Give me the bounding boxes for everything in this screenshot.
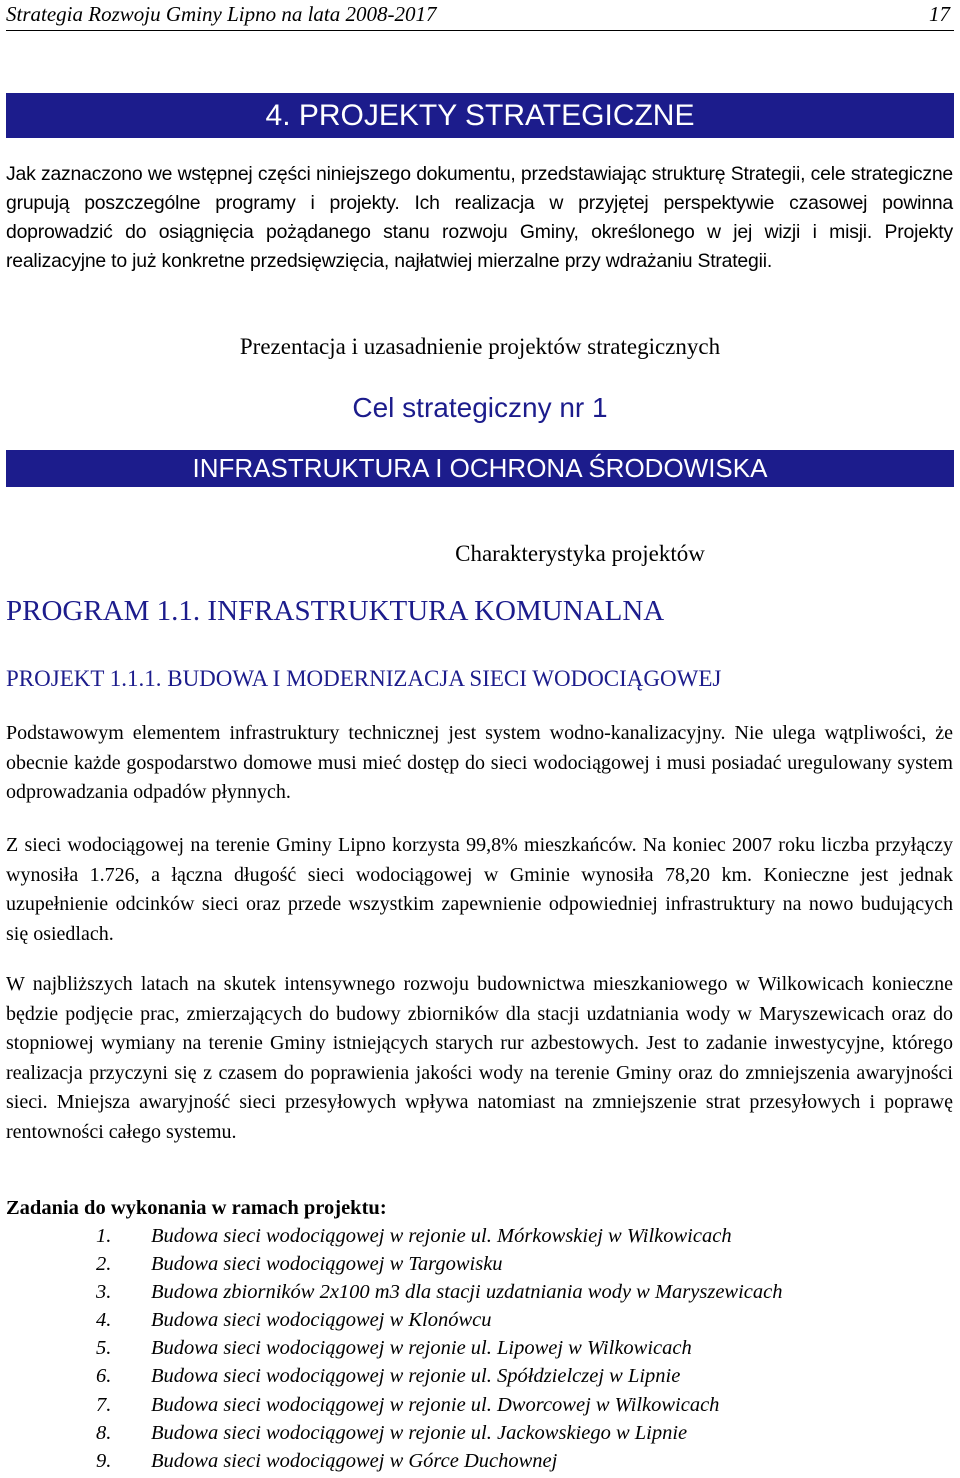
intro-paragraph: Jak zaznaczono we wstępnej części niniejszego dokumentu, przedstawiając strukturę Strategii, cele strategiczne grupują poszczególne programy i projekty. Ich realizacja w przyjętej perspektywie czasowej powinna doprowadzić do osiągnięcia pożądanego stanu rozwoju Gminy, określonego w jej wizji i misji. Projekty realizacyjne to już konkretne przedsięwzięcia, najłatwiej mierzalne przy wdrażaniu Strategii. bbox=[6, 163, 953, 272]
task-number: 2. bbox=[96, 1253, 112, 1276]
task-text: Budowa zbiorników 2x100 m3 dla stacji uzdatniania wody w Maryszewicach bbox=[151, 1281, 783, 1304]
project-paragraph-2: Z sieci wodociągowej na terenie Gminy Lipno korzysta 99,8% mieszkańców. Na koniec 2007 roku liczba przyłączy wynosiła 1.726, a łączna długość sieci wodociągowej w Gminie wynosiła 78,20 km. Konieczne jest jednak uzupełnienie odcinków sieci oraz przede wszystkim zapewnienie odpowiedniej infrastruktury na nowo budujących się osiedlach. bbox=[6, 834, 953, 945]
program-heading: PROGRAM 1.1. INFRASTRUKTURA KOMUNALNA bbox=[6, 595, 665, 627]
task-number: 8. bbox=[96, 1421, 112, 1444]
project-heading: PROJEKT 1.1.1. BUDOWA I MODERNIZACJA SIECI WODOCIĄGOWEJ bbox=[6, 666, 722, 691]
task-text: Budowa sieci wodociągowej w rejonie ul. Lipowej w Wilkowicach bbox=[151, 1337, 692, 1360]
characteristics-heading: Charakterystyka projektów bbox=[455, 541, 705, 566]
task-number: 1. bbox=[96, 1225, 112, 1247]
task-text: Budowa sieci wodociągowej w rejonie ul. Mórkowskiej w Wilkowicach bbox=[151, 1225, 732, 1247]
task-number: 3. bbox=[96, 1281, 112, 1304]
task-item bbox=[0, 1419, 960, 1447]
task-number: 9. bbox=[96, 1449, 112, 1472]
strategic-goal-banner: INFRASTRUKTURA I OCHRONA ŚRODOWISKA bbox=[6, 450, 954, 487]
task-item bbox=[0, 1447, 960, 1475]
task-item bbox=[0, 1250, 960, 1278]
task-item bbox=[0, 1391, 960, 1419]
presentation-heading: Prezentacja i uzasadnienie projektów strategicznych bbox=[239, 334, 721, 359]
task-item bbox=[0, 1362, 960, 1390]
task-text: Budowa sieci wodociągowej w Targowisku bbox=[151, 1253, 503, 1276]
strategic-goal-title: Cel strategiczny nr 1 bbox=[352, 392, 608, 423]
section-heading: 4. PROJEKTY STRATEGICZNE bbox=[6, 93, 954, 138]
page-number: 17 bbox=[929, 2, 950, 26]
task-text: Budowa sieci wodociągowej w rejonie ul. Dworcowej w Wilkowicach bbox=[151, 1393, 720, 1416]
task-text: Budowa sieci wodociągowej w Górce Duchownej bbox=[151, 1449, 558, 1472]
task-text: Budowa sieci wodociągowej w rejonie ul. Jackowskiego w Lipnie bbox=[151, 1421, 688, 1444]
task-number: 4. bbox=[96, 1309, 112, 1332]
task-text: Budowa sieci wodociągowej w rejonie ul. Spółdzielczej w Lipnie bbox=[151, 1365, 681, 1388]
project-paragraph-1: Podstawowym elementem infrastruktury technicznej jest system wodno-kanalizacyjny. Nie ulega wątpliwości, że obecnie każde gospodarstwo domowe musi mieć dostęp do sieci wodociągowej i musi posiadać uregulowany system odprowadzania odpadów płynnych. bbox=[6, 722, 953, 803]
running-header bbox=[6, 0, 954, 31]
tasks-heading: Zadania do wykonania w ramach projektu: bbox=[6, 1197, 387, 1219]
project-paragraph-3: W najbliższych latach na skutek intensywnego rozwoju budownictwa mieszkaniowego w Wilkowicach konieczne będzie podjęcie prac, zmierzających do budowy zbiorników dla stacji uzdatniania wody w Maryszewicach oraz do stopniowej wymiany na terenie Gminy istniejących starych rur azbestowych. Jest to zadanie inwestycyjne, którego realizacja przyczyni się z czasem do poprawienia jakości wody na terenie Gminy oraz do zmniejszenia awaryjności sieci. Mniejsza awaryjność sieci przesyłowych wpływa natomiast na zmniejszenie strat przesyłowych i poprawę rentowności całego systemu. bbox=[6, 973, 953, 1143]
task-item bbox=[0, 1278, 960, 1306]
document-title: Strategia Rozwoju Gminy Lipno na lata 2008-2017 bbox=[6, 2, 437, 26]
task-number: 5. bbox=[96, 1337, 112, 1360]
task-text: Budowa sieci wodociągowej w Klonówcu bbox=[151, 1309, 492, 1332]
task-item bbox=[0, 1334, 960, 1362]
task-item bbox=[0, 1306, 960, 1334]
task-number: 7. bbox=[96, 1393, 112, 1416]
task-number: 6. bbox=[96, 1365, 112, 1388]
task-list bbox=[0, 1222, 960, 1475]
task-item bbox=[0, 1222, 960, 1250]
